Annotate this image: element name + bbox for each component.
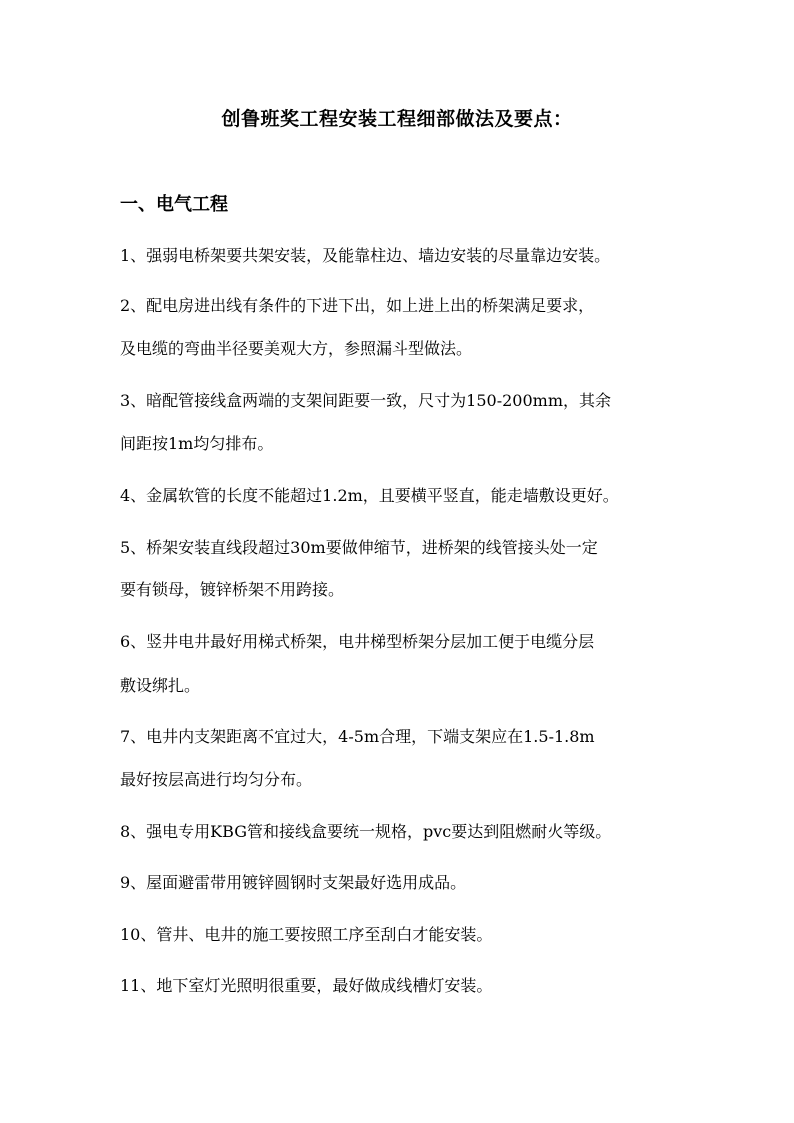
item-7-line-2: 最好按层高进行均匀分布。: [120, 770, 313, 789]
item-3-line-1: 3、暗配管接线盒两端的支架间距要一致，尺寸为150-200mm，其余: [120, 391, 612, 410]
item-9-line-1: 9、屋面避雷带用镀锌圆钢时支架最好选用成品。: [120, 873, 467, 892]
item-2-line-2: 及电缆的弯曲半径要美观大方，参照漏斗型做法。: [120, 339, 473, 358]
item-6-line-2: 敷设绑扎。: [120, 676, 201, 695]
item-11-line-1: 11、地下室灯光照明很重要，最好做成线槽灯安装。: [120, 976, 493, 995]
item-6-line-1: 6、竖井电井最好用梯式桥架，电井梯型桥架分层加工便于电缆分层: [120, 632, 595, 651]
item-8-line-1: 8、强电专用KBG管和接线盒要统一规格，pvc要达到阻燃耐火等级。: [120, 822, 612, 841]
section-heading: 一、电气工程: [120, 194, 228, 215]
item-10-line-1: 10、管井、电井的施工要按照工序至刮白才能安装。: [120, 925, 493, 944]
item-4-line-1: 4、金属软管的长度不能超过1.2m，且要横平竖直，能走墙敷设更好。: [120, 486, 619, 505]
item-2-line-1: 2、配电房进出线有条件的下进下出，如上进上出的桥架满足要求，: [120, 296, 595, 315]
item-5-line-2: 要有锁母，镀锌桥架不用跨接。: [120, 580, 345, 599]
item-7-line-1: 7、电井内支架距离不宜过大，4-5m合理，下端支架应在1.5-1.8m: [120, 727, 595, 746]
item-5-line-1: 5、桥架安装直线段超过30m要做伸缩节，进桥架的线管接头处一定: [120, 538, 598, 557]
item-3-line-2: 间距按1m均匀排布。: [120, 434, 274, 453]
item-1-line-1: 1、强弱电桥架要共架安装，及能靠柱边、墙边安装的尽量靠边安装。: [120, 246, 611, 265]
document-title: 创鲁班奖工程安装工程细部做法及要点：: [221, 108, 573, 130]
